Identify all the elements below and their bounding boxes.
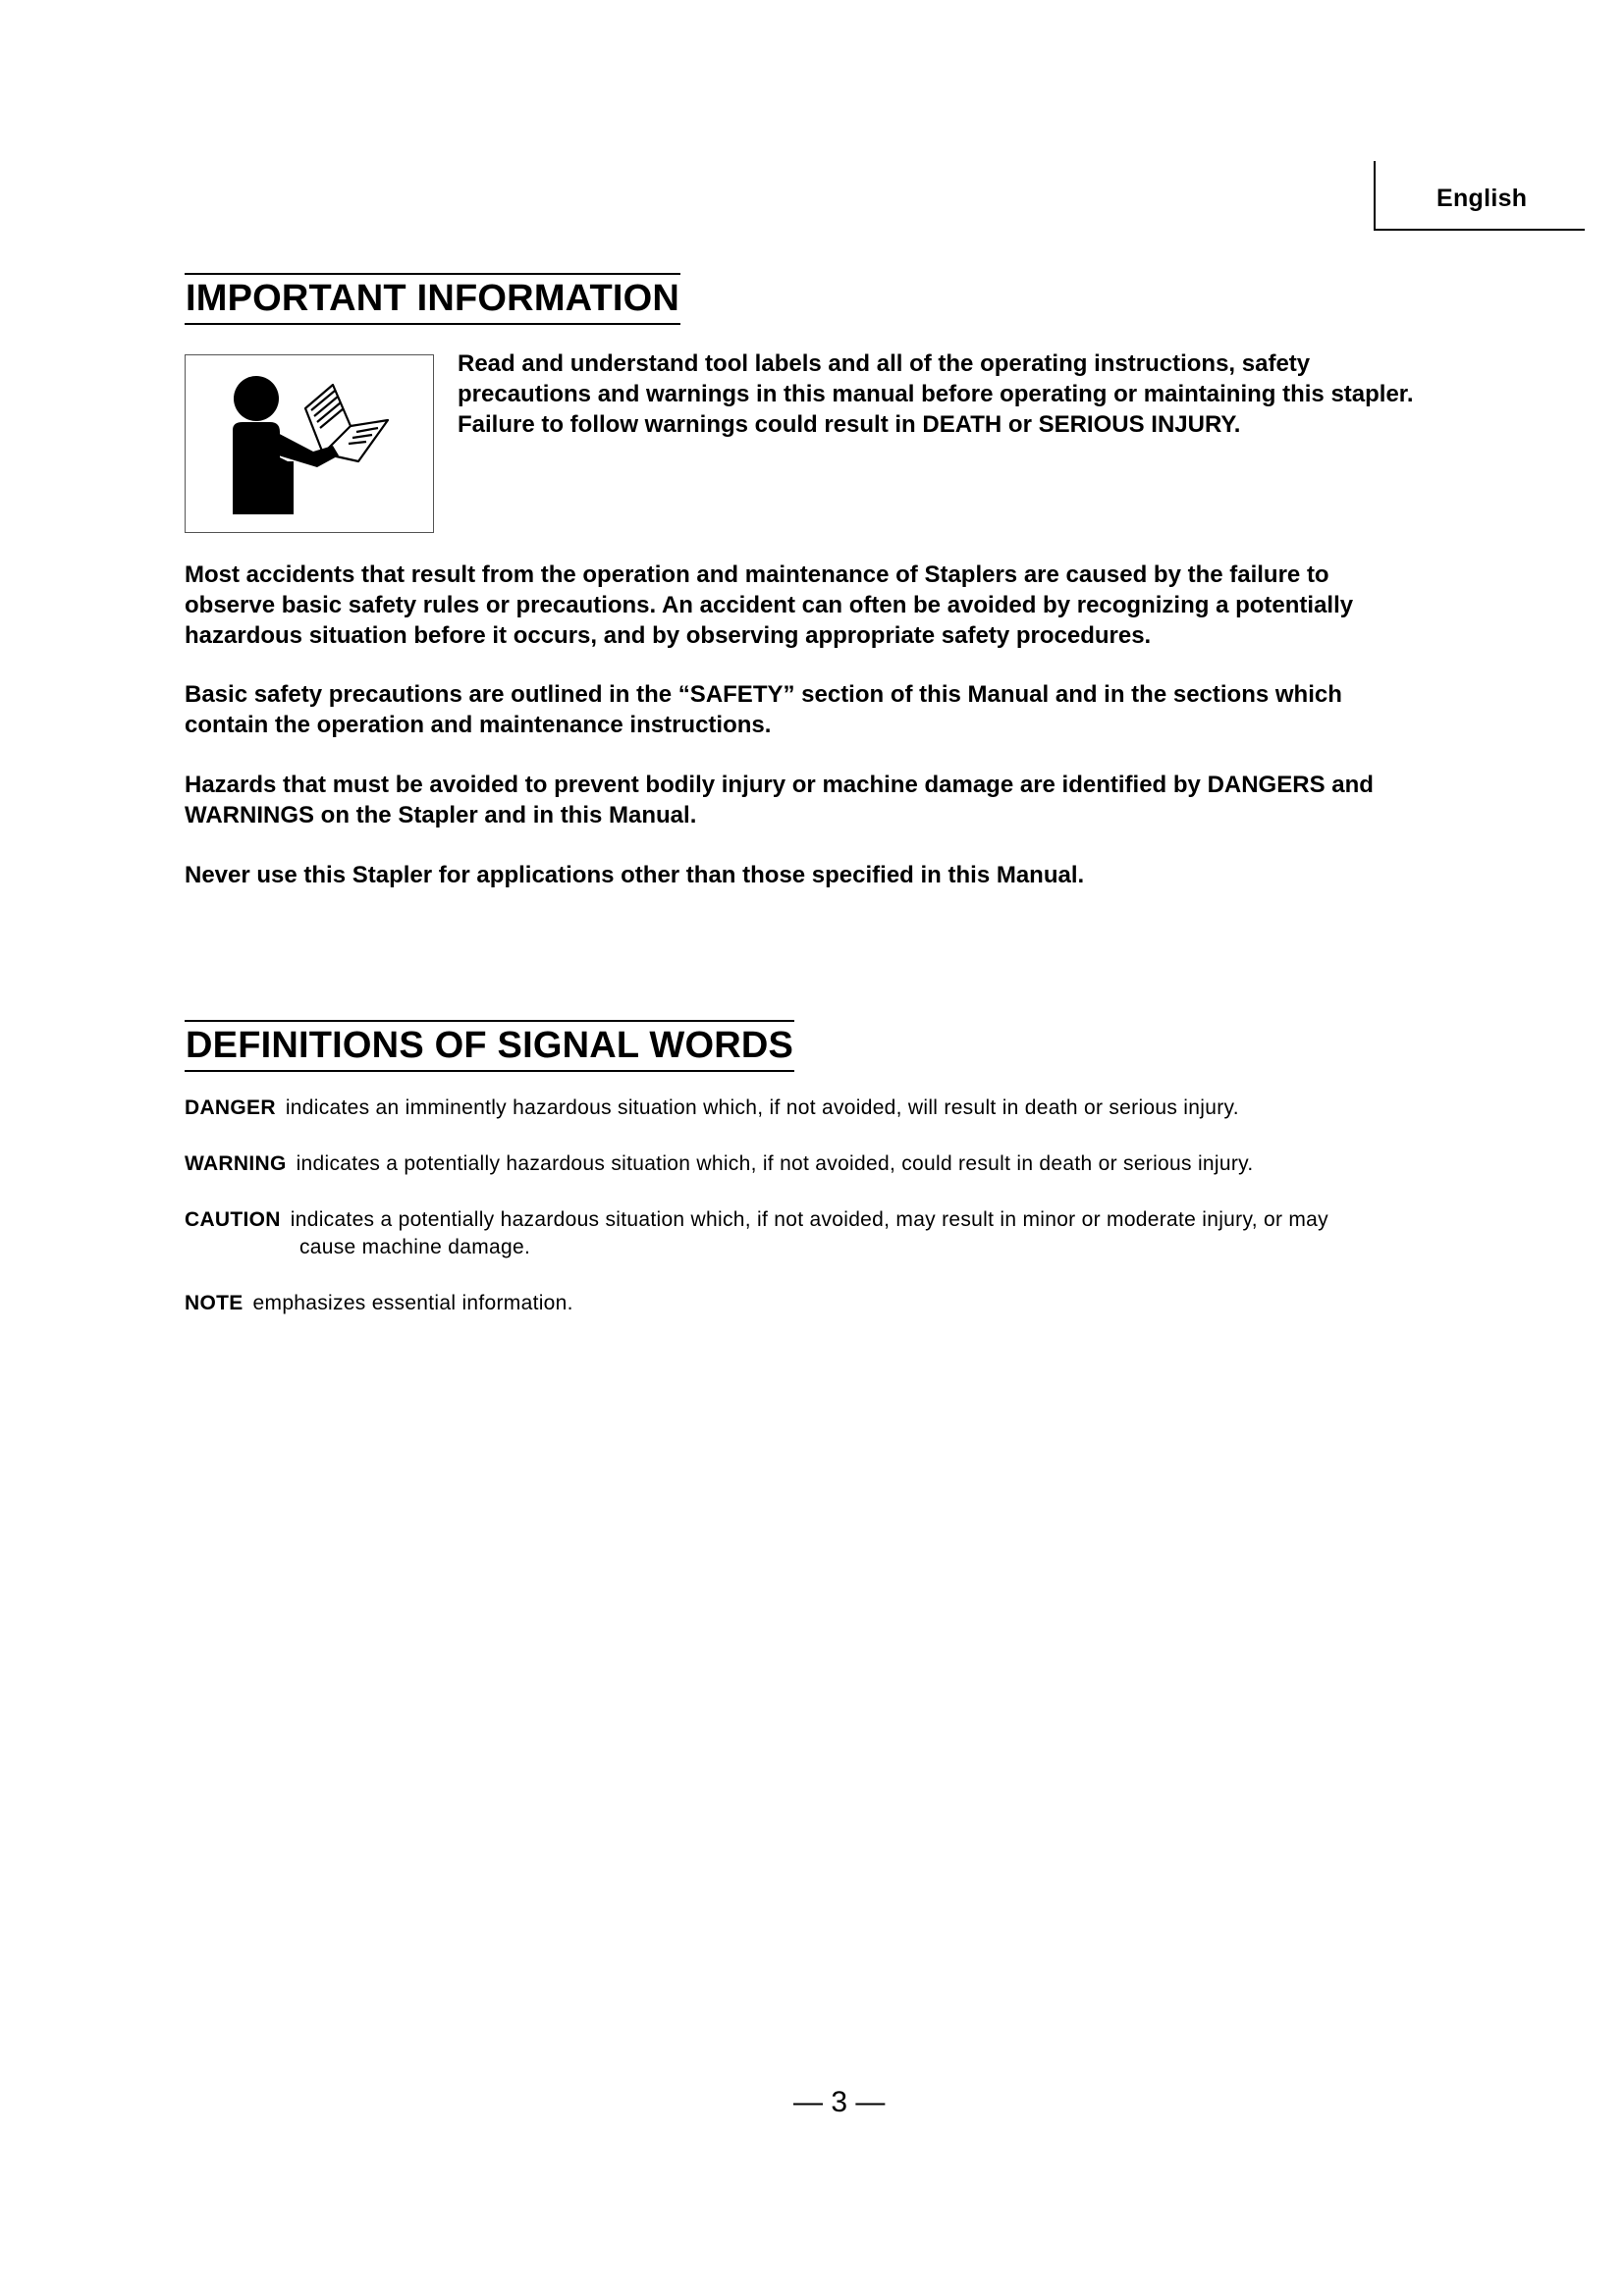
paragraph-line: hazardous situation before it occurs, and by observing appropriate safety procedures. (185, 622, 1152, 649)
language-tab (1374, 161, 1585, 231)
paragraph-line: Most accidents that result from the operation and maintenance of Staplers are caused by the failure to (185, 561, 1329, 588)
definition-note (185, 1290, 1520, 1317)
definition-text: indicates an imminently hazardous situation which, if not avoided, will result in death or serious injury. (285, 1096, 1239, 1119)
definition-term: WARNING (185, 1152, 287, 1175)
never-use-paragraph (185, 860, 1500, 890)
intro-warning-text (458, 348, 1538, 440)
definition-caution (185, 1206, 1520, 1261)
paragraph-line: contain the operation and maintenance instructions. (185, 712, 772, 738)
definition-text: emphasizes essential information. (252, 1292, 573, 1314)
definition-danger (185, 1095, 1520, 1122)
definition-warning (185, 1150, 1520, 1178)
language-label: English (1436, 185, 1528, 212)
signal-words-title: DEFINITIONS OF SIGNAL WORDS (185, 1020, 794, 1072)
paragraph-line: Never use this Stapler for applications other than those specified in this Manual. (185, 862, 1085, 888)
intro-line: Read and understand tool labels and all of the operating instructions, safety (458, 350, 1311, 377)
intro-line: precautions and warnings in this manual before operating or maintaining this stapler. (458, 381, 1414, 407)
person-reading-manual-icon (186, 355, 432, 531)
hazards-paragraph (185, 770, 1500, 830)
paragraph-line: observe basic safety rules or precautions. An accident can often be avoided by recognizing a potentially (185, 592, 1354, 618)
paragraph-line: Hazards that must be avoided to prevent bodily injury or machine damage are identified by DANGERS and (185, 772, 1374, 798)
definition-text: indicates a potentially hazardous situation which, if not avoided, may result in minor or moderate injury, or may (290, 1208, 1328, 1231)
definition-term: NOTE (185, 1292, 244, 1314)
accidents-paragraph (185, 560, 1500, 651)
intro-line: Failure to follow warnings could result in DEATH or SERIOUS INJURY. (458, 411, 1241, 438)
definition-continuation: cause machine damage. (299, 1236, 531, 1258)
page-number: — 3 — (793, 2086, 886, 2118)
paragraph-line: WARNINGS on the Stapler and in this Manual. (185, 802, 697, 828)
definition-term: DANGER (185, 1096, 276, 1119)
definition-term: CAUTION (185, 1208, 281, 1231)
safety-precautions-paragraph (185, 679, 1500, 740)
paragraph-line: Basic safety precautions are outlined in the “SAFETY” section of this Manual and in the sections which (185, 681, 1342, 708)
definition-text: indicates a potentially hazardous situation which, if not avoided, could result in death or serious injury. (296, 1152, 1254, 1175)
reader-pictogram (185, 354, 434, 533)
important-information-title: IMPORTANT INFORMATION (185, 273, 680, 325)
